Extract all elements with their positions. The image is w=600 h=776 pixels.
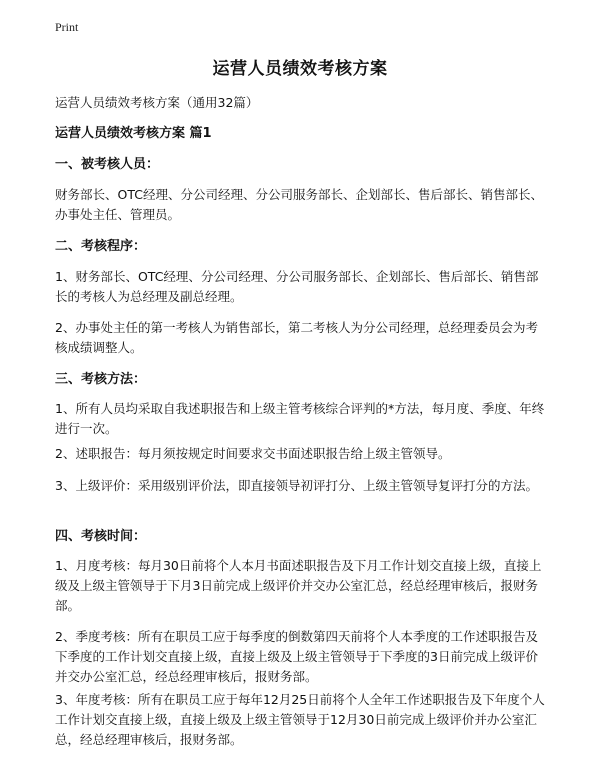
paragraph-procedure-1: 1、财务部长、OTC经理、分公司经理、分公司服务部长、企划部长、售后部长、销售部长的考核人为总经理及副总经理。 — [55, 269, 539, 304]
page-title: 运营人员绩效考核方案 — [212, 59, 388, 79]
paragraph-subjects: 财务部长、OTC经理、分公司经理、分公司服务部长、企划部长、售后部长、销售部长、办事处主任、管理员。 — [55, 187, 543, 222]
paragraph-schedule-annual: 3、年度考核：所有在职员工应于每年12月25日前将个人全年工作述职报告及下年度个人工作计划交直接上级，直接上级及上级主管领导于12月30日前完成上级评价并办公室汇总，经总经理审核后，报财务部。 — [55, 692, 545, 747]
section-heading-method: 三、考核方法： — [55, 372, 147, 387]
paragraph-schedule-quarterly: 2、季度考核：所有在职员工应于每季度的倒数第四天前将个人本季度的工作述职报告及下季度的工作计划交直接上级，直接上级及上级主管领导于下季度的3日前完成上级评价并交办公室汇总，经总经理审核后，报财务部。 — [55, 629, 538, 684]
section-heading-procedure: 二、考核程序： — [55, 239, 147, 254]
paragraph-schedule-monthly: 1、月度考核：每月30日前将个人本月书面述职报告及下月工作计划交直接上级，直接上级及上级主管领导于下月3日前完成上级评价并交办公室汇总，经总经理审核后，报财务部。 — [55, 558, 542, 613]
section-heading-schedule: 四、考核时间： — [55, 529, 147, 544]
article-heading: 运营人员绩效考核方案 篇1 — [55, 126, 212, 141]
paragraph-method-3: 3、上级评价：采用级别评价法，即直接领导初评打分、上级主管领导复评打分的方法。 — [55, 478, 538, 493]
paragraph-procedure-2: 2、办事处主任的第一考核人为销售部长，第二考核人为分公司经理，总经理委员会为考核成绩调整人。 — [55, 320, 538, 355]
print-link[interactable]: Print — [55, 20, 79, 34]
section-heading-subjects: 一、被考核人员： — [55, 157, 160, 172]
paragraph-method-2: 2、述职报告：每月须按规定时间要求交书面述职报告给上级主管领导。 — [55, 446, 451, 461]
document-subtitle: 运营人员绩效考核方案（通用32篇） — [55, 95, 259, 110]
paragraph-method-1: 1、所有人员均采取自我述职报告和上级主管考核综合评判的*方法，每月度、季度、年终进行一次。 — [55, 401, 545, 436]
